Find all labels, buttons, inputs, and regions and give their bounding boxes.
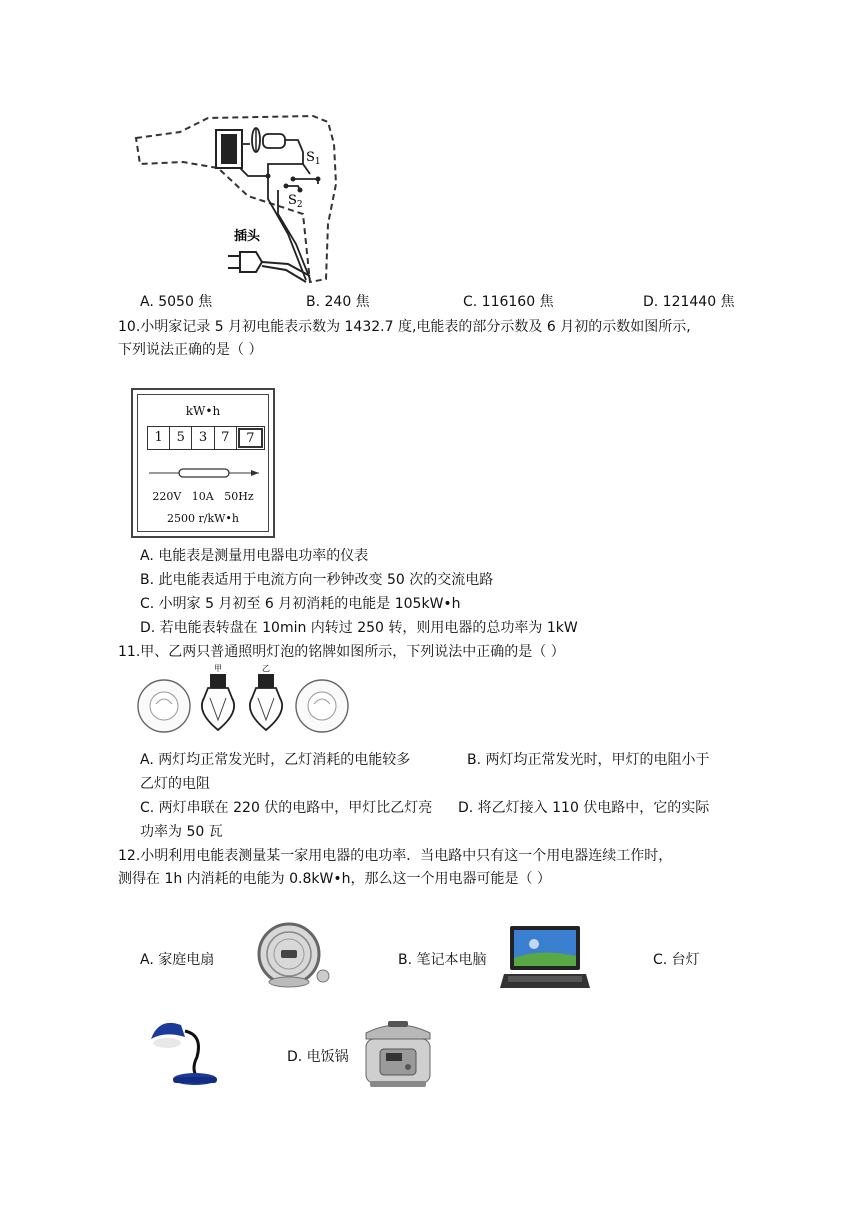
bulb-jia-label: 甲 <box>214 664 222 673</box>
plug-label: 插头 <box>234 229 261 244</box>
meter-disc-indicator <box>147 466 263 480</box>
q10-option-c[interactable]: C. 小明家 5 月初至 6 月初消耗的电能是 105kW•h <box>140 596 461 612</box>
switch-s2-label: $S_2$ <box>288 193 303 210</box>
q9-option-b[interactable]: B. 240 焦 <box>306 294 370 310</box>
meter-digit: 3 <box>192 427 214 449</box>
q11-option-c[interactable]: C. 两灯串联在 220 伏的电路中，甲灯比乙灯亮 <box>140 800 433 816</box>
laptop-image <box>500 924 590 990</box>
meter-unit-label: kW•h <box>185 404 221 418</box>
q11-option-d[interactable]: D. 将乙灯接入 110 伏电路中，它的实际 <box>458 800 710 816</box>
meter-digit-decimal: 7 <box>238 428 263 448</box>
q10-stem-line2: 下列说法正确的是（ ） <box>118 342 263 358</box>
desk-lamp-image <box>145 1015 220 1087</box>
q11-option-a[interactable]: A. 两灯均正常发光时，乙灯消耗的电能较多 <box>140 752 411 768</box>
q10-option-b[interactable]: B. 此电能表适用于电流方向一秒钟改变 50 次的交流电路 <box>140 572 494 588</box>
q12-stem-line1: 12.小明利用电能表测量某一家用电器的电功率．当电路中只有这一个用电器连续工作时， <box>118 848 673 864</box>
light-bulbs-nameplate-figure <box>136 662 356 738</box>
q11-stem-line1: 11.甲、乙两只普通照明灯泡的铭牌如图所示，下列说法中正确的是（ ） <box>118 644 565 660</box>
q9-option-d[interactable]: D. 121440 焦 <box>643 294 735 310</box>
q10-stem-line1: 10.小明家记录 5 月初电能表示数为 1432.7 度,电能表的部分示数及 6 月初的示数如图所示, <box>118 319 691 335</box>
q12-option-d[interactable]: D. 电饭锅 <box>287 1049 349 1065</box>
meter-specs-label: 220V 10A 50Hz <box>152 490 254 503</box>
meter-digit: 1 <box>148 427 170 449</box>
meter-digit: 7 <box>215 427 237 449</box>
q11-option-b[interactable]: B. 两灯均正常发光时，甲灯的电阻小于 <box>467 752 710 768</box>
q12-stem-line2: 测得在 1h 内消耗的电能为 0.8kW•h，那么这一个用电器可能是（ ） <box>118 871 551 887</box>
meter-digit-row <box>147 426 265 450</box>
bulb-yi-label: 乙 <box>262 664 270 673</box>
electric-fan-image <box>255 920 335 990</box>
hair-dryer-circuit-figure <box>128 104 358 289</box>
meter-rate-label: 2500 r/kW•h <box>167 512 239 525</box>
q12-option-b[interactable]: B. 笔记本电脑 <box>398 952 487 968</box>
q11-option-d-cont: 功率为 50 瓦 <box>140 824 223 840</box>
q10-option-a[interactable]: A. 电能表是测量用电器电功率的仪表 <box>140 548 369 564</box>
rice-cooker-image <box>358 1015 438 1089</box>
q11-option-b-cont: 乙灯的电阻 <box>140 776 210 792</box>
q9-option-c[interactable]: C. 116160 焦 <box>463 294 554 310</box>
q12-option-c[interactable]: C. 台灯 <box>653 952 700 968</box>
switch-s1-label: $S_1$ <box>306 150 321 167</box>
q12-option-a[interactable]: A. 家庭电扇 <box>140 952 215 968</box>
meter-digit: 5 <box>170 427 192 449</box>
electric-meter-figure <box>131 388 275 538</box>
q9-option-a[interactable]: A. 5050 焦 <box>140 294 213 310</box>
q10-option-d[interactable]: D. 若电能表转盘在 10min 内转过 250 转，则用电器的总功率为 1kW <box>140 620 578 636</box>
